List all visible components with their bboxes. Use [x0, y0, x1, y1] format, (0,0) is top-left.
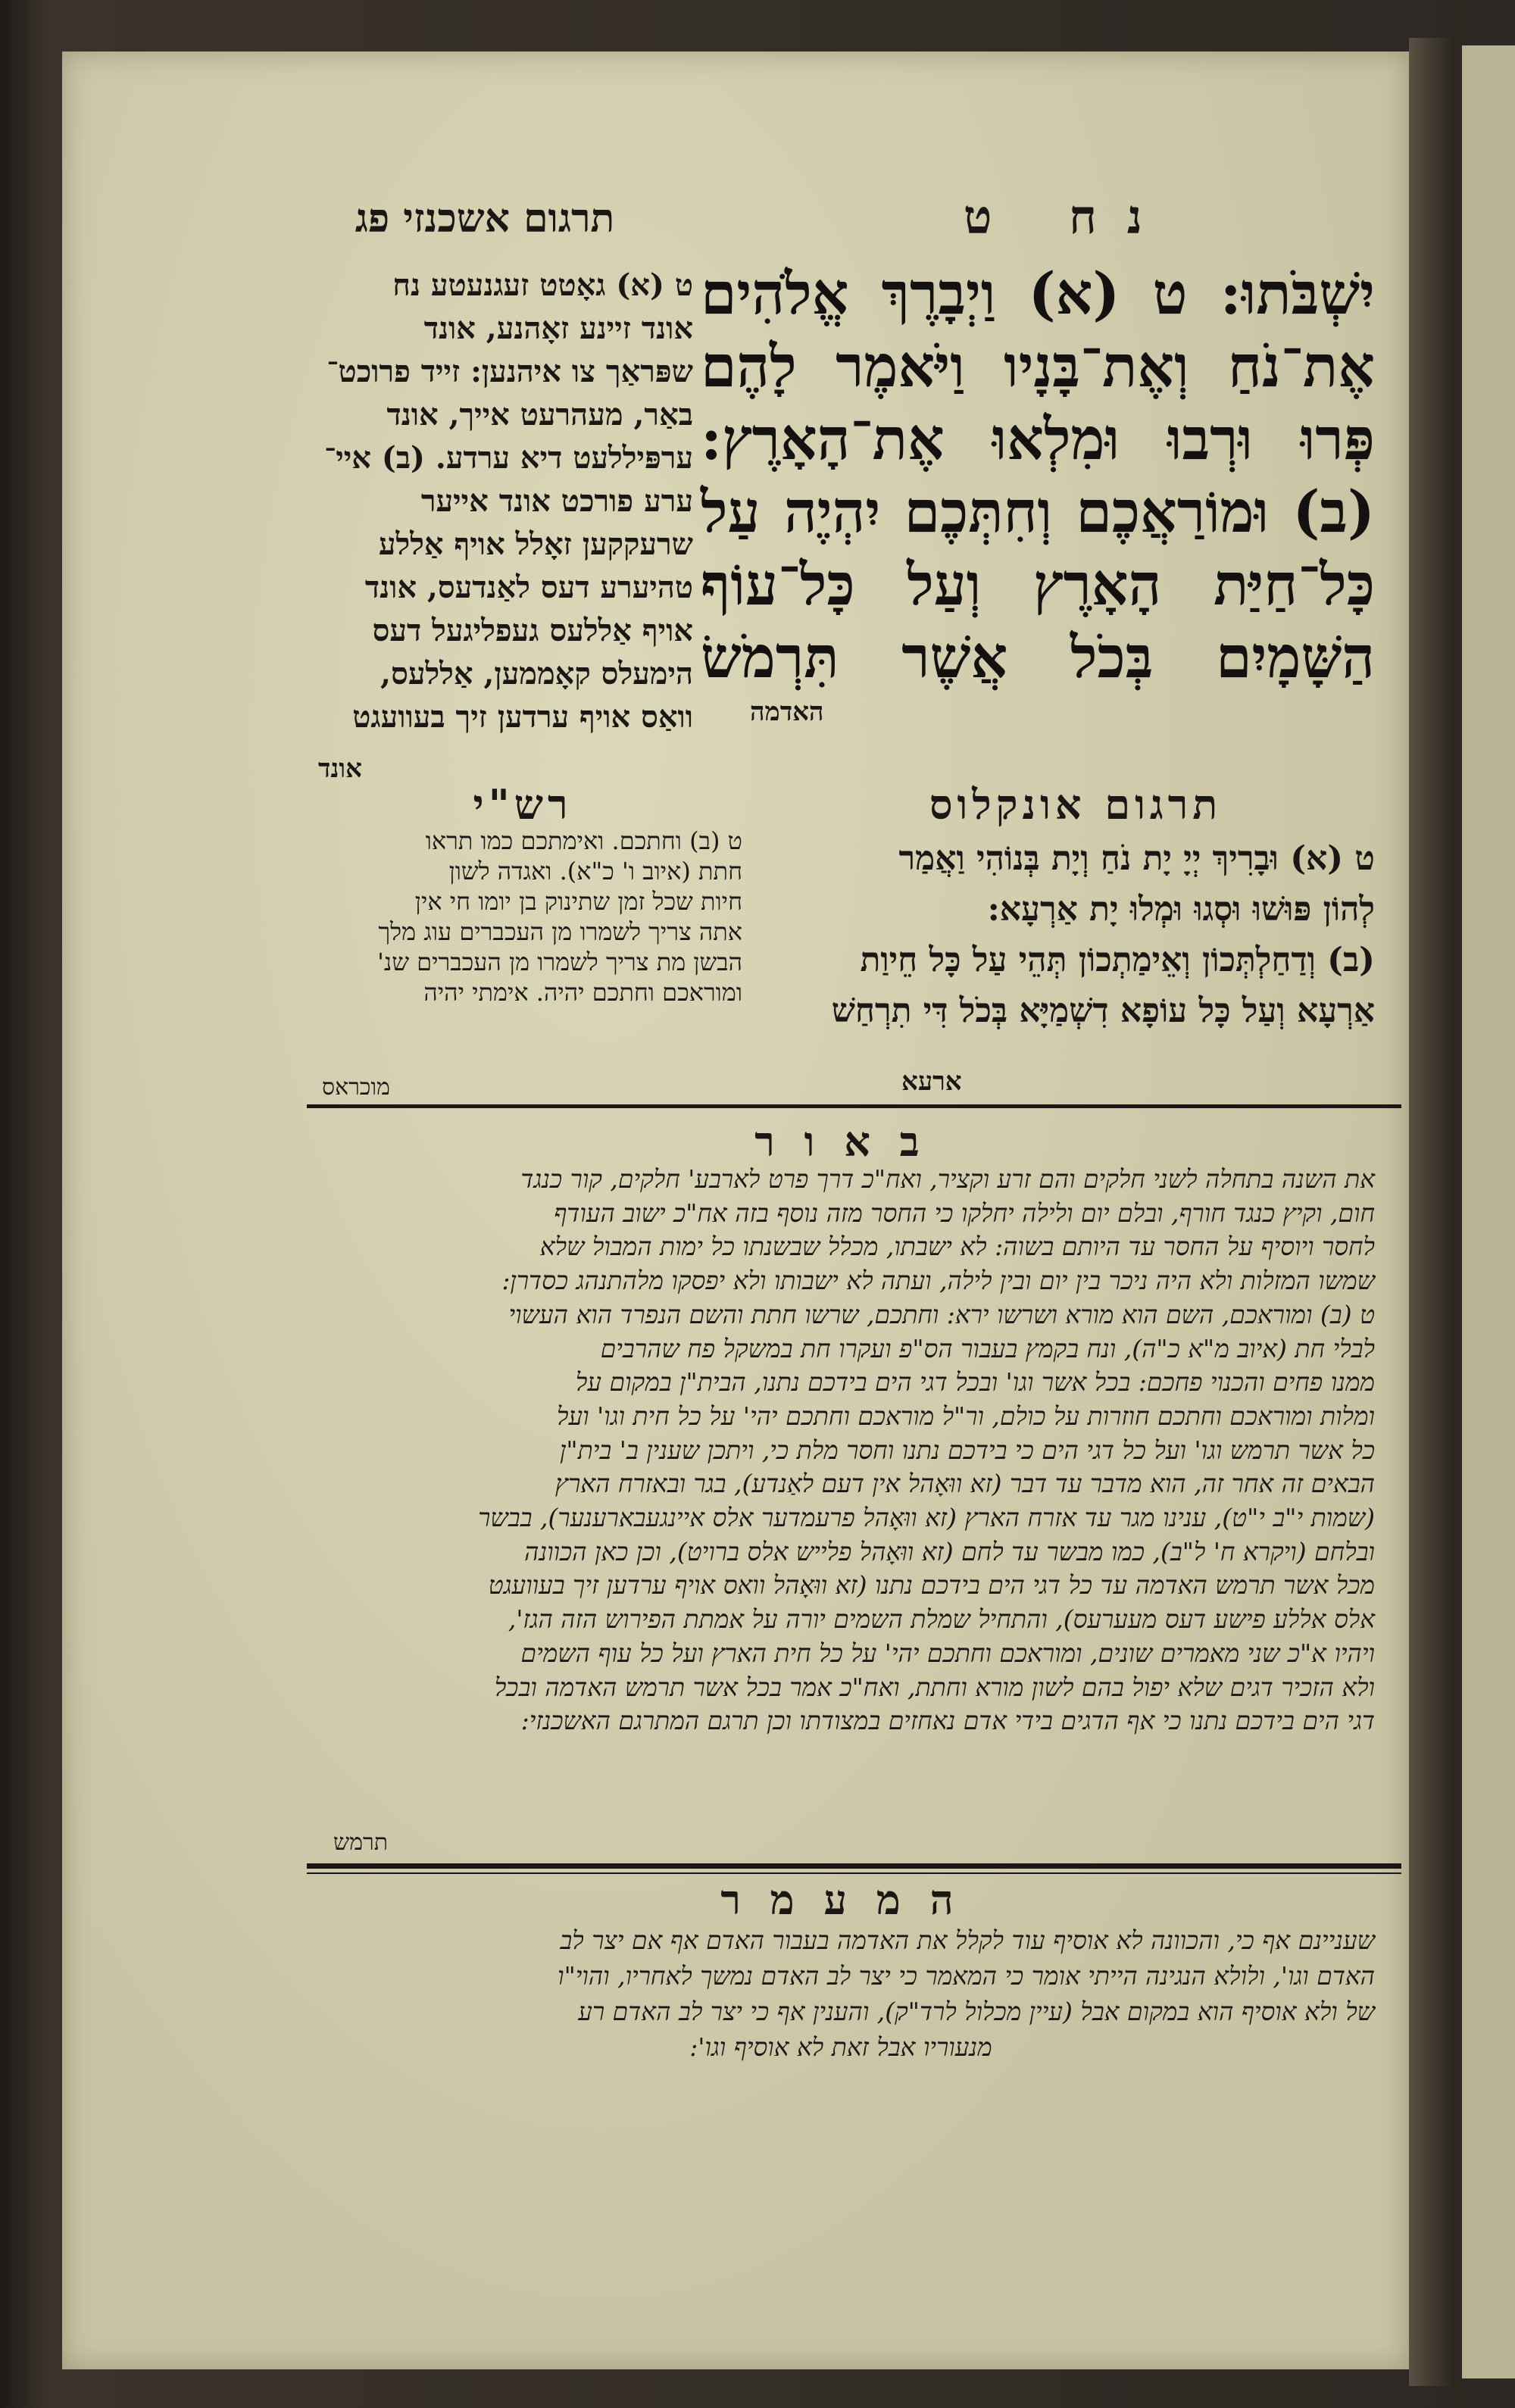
verse-line: יִשְׁבֹּתוּ: ט (א) וַיְבָרֶךְ אֱלֹהִים — [701, 260, 1375, 327]
ashkenazi-line: ערע פורכט אונד אייער — [420, 483, 693, 519]
ashkenazi-line: הימעלס קאָממען, אַללעס, — [380, 656, 693, 692]
ashkenazi-line: שפּראַך צו איהנען: זייד פרוכט־ — [326, 354, 693, 389]
onkelos-line: (ב) וְדַחַלְתְּכוֹן וְאֵימַתְכוֹן תְּהֵי עַל כָּל חֵיוַת — [860, 941, 1375, 979]
ashkenazi-line: ערפּיללעט דיא ערדע. (ב) איי־ — [323, 440, 693, 476]
verse-text — [701, 258, 1375, 694]
rashi-catchword: מוכראס — [322, 1074, 390, 1101]
biur-line: את השנה בתחלה לשני חלקים והם זרע וקציר, ואח"כ דרך פרט לארבע' חלקים, קור כנגד — [520, 1164, 1375, 1194]
ashkenazi-line: ט (א) גאָטט זעגנעטע נח — [392, 267, 693, 303]
ashkenazi-line: טהיערע דעס לאַנדעס, אונד — [364, 570, 693, 605]
ashkenazi-line: אונד זיינע זאָהנע, אונד — [423, 311, 693, 346]
verse-line: הַשָּׁמָיִם בְּכֹל אֲשֶׁר תִּרְמֹשׂ — [701, 623, 1375, 691]
biur-line: ויהיו א"כ שני מאמרים שונים, ומוראכם וחתכם יהי' על כל חית הארץ ועל כל עוף השמים — [520, 1638, 1375, 1668]
biur-line: לחסר ויוסיף על החסר עד היותם בשוה: לא ישבתו, מכלל שבשנתו כל ימות המבול שלא — [539, 1232, 1375, 1262]
rashi-line: חתת (איוב ו' כ"א). ואגדה לשון — [448, 857, 742, 885]
ashkenazi-catchword: אונד — [318, 754, 362, 784]
rashi-line: הבשן מת צריך לשמרו מן העכברים שנ' — [377, 948, 742, 976]
biur-line: ובלחם (ויקרא ח' ל"ב), כמו מבשר עד לחם (זא ווּאָהל פלייש אלס ברויט), וכן כאן הכוונה — [524, 1536, 1375, 1566]
ashkenazi-line: אויף אַללעס געפליגעל דעס — [372, 613, 693, 648]
biur-line: שמשו המזלות ולא היה ניכר בין יום ובין לילה, ועתה לא ישבותו ולא יפסקו מלהתנהג כסדרן: — [501, 1266, 1375, 1296]
onkelos-line: לְהוֹן פּוּשׁוּ וּסְגוּ וּמְלוּ יָת אַרְעָא: — [987, 890, 1375, 929]
rashi-line: ומוראכם וחתכם יהיה. אימתי יהיה — [423, 978, 742, 1007]
biur-line: הבאים זה אחר זה, הוא מדבר עד דבר (זא ווּאָהל אין דעם לאַנדע), בגר ובאזרח הארץ — [554, 1469, 1375, 1499]
rashi-line: אתה צריך לשמרו מן העכברים עוג מלך — [378, 917, 742, 946]
onkelos-title: תרגום אונקלוס — [929, 780, 1223, 829]
onkelos-catchword: ארעא — [901, 1067, 962, 1097]
rashi-line: חיות שכל זמן שתינוק בן יומו חי אין — [414, 887, 742, 916]
biur-line: אלס אללע פישע דעס מעערעס), והתחיל שמלת השמים יורה על אמתת הפירוש הזה הגז', — [508, 1604, 1375, 1635]
hameamar-line: מנעוריו אבל זאת לא אוסיף וגו': — [689, 2032, 992, 2062]
hameamar-line: של ולא אוסיף הוא במקום אבל (עיין מכלול לרד"ק), והענין אף כי יצר לב האדם רע — [578, 1997, 1375, 2026]
biur-line: ומלות ומוראכם וחתכם חוזרות על כולם, ור"ל מוראכם וחתכם יהי' על כל חית וגו' ועל — [557, 1401, 1375, 1431]
section-divider — [307, 1104, 1401, 1108]
biur-line: חום, וקיץ כנגד חורף, ובלם יום ולילה יחלקו כי החסר מזה נוסף בזה אח"כ ישוב העודף — [554, 1198, 1375, 1228]
verse-line: פְּרוּ וּרְבוּ וּמִלְאוּ אֶת־הָאָרֶץ: — [701, 405, 1375, 473]
hameamar-title: ה מ ע מ ר — [720, 1875, 961, 1924]
ashkenazi-line: שרעקקען זאָלל אויף אַללע — [378, 526, 693, 562]
onkelos-line: ט (א) וּבָרִיךְ יְיָ יָת נֹחַ וְיָת בְּנוֹהִי וַאֲמַר — [898, 839, 1375, 878]
biur-line: ממנו פחים והכנוי פחכם: בכל אשר וגו' ובכל דגי הים בידכם נתנו, הבית"ן במקום על — [575, 1367, 1375, 1398]
biur-title: ב א ו ר — [754, 1117, 927, 1166]
ashkenazi-line: וואַס אויף ערדען זיך בעוועגט — [352, 699, 693, 735]
biur-line: ולא הזכיר דגים שלא יפול בהם לשון מורא וחתת, ואח"כ אמר בכל אשר תרמש האדמה ובכל — [494, 1672, 1375, 1702]
hameamar-line: האדם וגו', ולולא הנגינה הייתי אומר כי המאמר כי יצר לב האדם נמשך לאחריו, והוי"ו — [558, 1961, 1375, 1991]
biur-line: כל אשר תרמש וגו' ועל כל דגי הים כי בידכם נתנו וחסר מלת כי, ויתכן שענין ב' בית"ן — [560, 1435, 1375, 1465]
onkelos-line: אַרְעָא וְעַל כָּל עוֹפָא דִשְׁמַיָּא בְּכֹל דִּי תִרְחַשׁ — [831, 992, 1375, 1030]
onkelos-text — [765, 833, 1375, 1036]
biur-catchword: תרמש — [333, 1829, 389, 1856]
rashi-title: רש"י — [473, 780, 573, 829]
biur-commentary — [307, 1163, 1375, 1738]
hameamar-line: שעניינם אף כי, והכוונה לא אוסיף עוד לקלל את האדמה בעבור האדם אף אם יצר לב — [560, 1925, 1375, 1955]
biur-line: דגי הים בידכם נתנו כי אף הדגים בידי אדם נאחזים במצודתו וכן תרגם המתרגם האשכנזי: — [520, 1706, 1375, 1736]
chapter-header: נח ט — [964, 189, 1173, 245]
biur-line: מכל אשר תרמש האדמה עד כל דגי הים בידכם נתנו (זא ווּאָהל וואס אויף ערדען זיך בעוועגט — [488, 1570, 1375, 1601]
rashi-line: ט (ב) וחתכם. ואימתכם כמו תראו — [425, 826, 742, 855]
book-spine — [1409, 38, 1454, 2386]
facing-page-edge — [1462, 45, 1515, 2378]
biur-line: (שמות י"ב י"ט), ענינו מגר עד אזרח הארץ (זא ווּאָהל פרעמדער אלס איינגעבארענער), בבשר — [478, 1503, 1375, 1533]
verse-line: אֶת־נֹחַ וְאֶת־בָּנָיו וַיֹּאמֶר לָהֶם — [701, 333, 1375, 400]
section-divider-thin — [307, 1872, 1401, 1874]
ashkenazi-translation — [299, 264, 693, 739]
page-title: תרגום אשכנזי פג — [355, 195, 615, 242]
hameamar-commentary — [307, 1922, 1375, 2065]
verse-line: (ב) וּמוֹרַאֲכֶם וְחִתְּכֶם יִהְיֶה עַל — [701, 478, 1375, 545]
verse-catchword: האדמה — [750, 697, 824, 727]
ashkenazi-line: באַר, מעהרעט אייך, אונד — [386, 397, 693, 433]
biur-line: ט (ב) ומוראכם, השם הוא מורא ושרשו ירא: וחתכם, שרשו חתת והשם הנפרד הוא העשוי — [508, 1299, 1375, 1329]
biur-line: לבלי חת (איוב מ"א כ"ה), ונח בקמץ בעבור הס"פ ועקרו חת במשקל פח שהרבים — [600, 1333, 1375, 1363]
verse-line: כָּל־חַיַּת הָאָרֶץ וְעַל כָּל־עוֹף — [701, 551, 1375, 618]
section-divider-thick — [307, 1863, 1401, 1869]
rashi-text — [307, 826, 742, 1007]
